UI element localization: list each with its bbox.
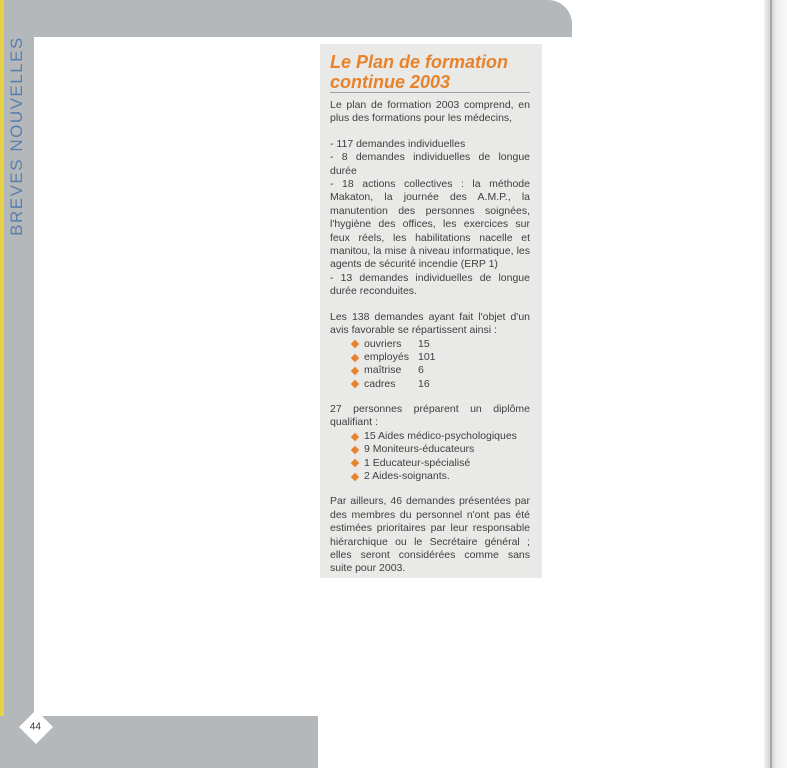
request-item: - 117 demandes individuelles [330, 137, 466, 150]
diploma-label: 2 Aides-soignants. [364, 470, 450, 483]
conclusion-paragraph: Par ailleurs, 46 demandes présentées par des membres du personnel n'ont pas été estimées prioritaires par leur responsable hiérarchique ou le Secrétaire général ; elles seront considérées comme sans suite pour 2003. [330, 495, 530, 575]
category-label: employés [364, 350, 409, 363]
list-item [352, 470, 530, 483]
article-title: Le Plan de formation continue 2003 [330, 52, 509, 92]
list-item [352, 430, 530, 443]
category-value: 101 [418, 350, 436, 363]
request-item: - 8 demandes individuelles de longue durée [330, 151, 530, 177]
page-edge-shadow [764, 0, 787, 768]
diploma-label: 9 Moniteurs-éducateurs [364, 443, 475, 456]
orange-diamond-bullet-icon [351, 446, 359, 454]
diploma-label: 15 Aides médico-psychologiques [364, 429, 517, 442]
list-item [352, 378, 530, 391]
breakdown-list [352, 338, 530, 392]
yellow-accent-line [0, 0, 4, 768]
category-value: 15 [418, 337, 430, 350]
category-label: maîtrise [364, 364, 402, 377]
diploma-intro: 27 personnes préparent un diplôme qualifiant : [330, 403, 530, 429]
list-item [352, 457, 530, 470]
orange-diamond-bullet-icon [351, 353, 359, 361]
orange-diamond-bullet-icon [351, 472, 359, 480]
orange-diamond-bullet-icon [351, 340, 359, 348]
section-title-vertical: BREVES NOUVELLES [7, 36, 26, 236]
category-value: 16 [418, 377, 430, 390]
list-item [352, 443, 530, 456]
request-item: - 13 demandes individuelles de longue durée reconduites. [330, 271, 530, 298]
diploma-list [352, 430, 530, 484]
title-divider [330, 92, 530, 93]
page-number: 44 [30, 721, 42, 733]
top-header-band [0, 0, 572, 37]
category-label: cadres [364, 377, 396, 390]
page-fold-line [770, 0, 772, 768]
article-panel [320, 44, 542, 578]
left-page-blank-area [34, 37, 318, 716]
category-value: 6 [418, 364, 424, 377]
article-body [330, 99, 530, 576]
category-label: ouvriers [364, 337, 402, 350]
orange-diamond-bullet-icon [351, 367, 359, 375]
list-item [352, 338, 530, 351]
breakdown-intro: Les 138 demandes ayant fait l'objet d'un avis favorable se répartissent ainsi : [330, 310, 530, 337]
intro-paragraph: Le plan de formation 2003 comprend, en plus des formations pour les médecins, [330, 99, 530, 125]
list-item [352, 364, 530, 377]
list-item [352, 351, 530, 364]
request-item: - 18 actions collectives : la méthode Makaton, la journée des A.M.P., la manutention des personnes soignées, l'hygiène des offices, les exercices sur feux réels, les habilitations nacelle et manitou, la mise à niveau informatique, les agents de sécurité incendie (ERP 1) [330, 178, 530, 271]
diploma-label: 1 Educateur-spécialisé [364, 456, 471, 469]
orange-diamond-bullet-icon [351, 380, 359, 388]
orange-diamond-bullet-icon [351, 432, 359, 440]
orange-diamond-bullet-icon [351, 459, 359, 467]
